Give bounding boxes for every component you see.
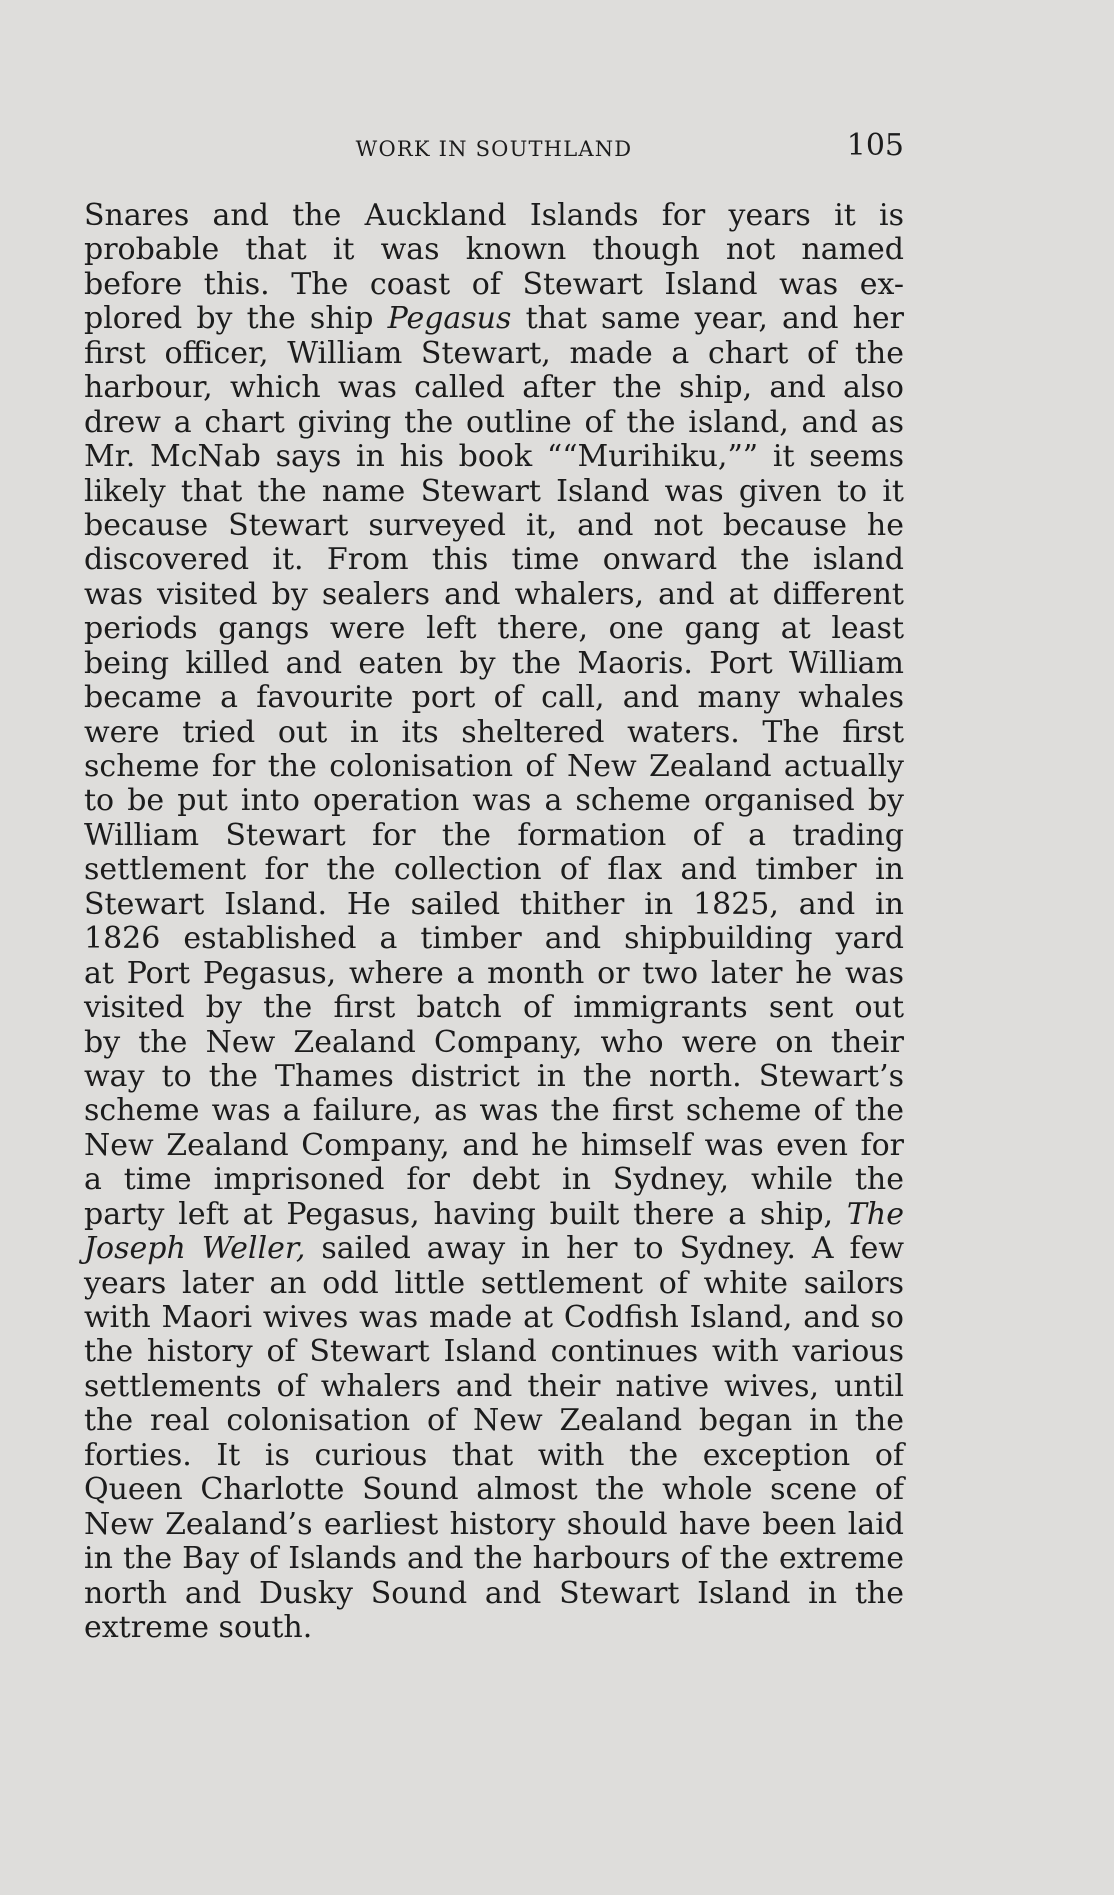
text-line	[84, 1198, 904, 1232]
italic-text: Pegasus	[387, 301, 512, 337]
text-segment: plored by the ship	[84, 301, 388, 337]
italic-text: The	[846, 1196, 904, 1232]
text-line	[84, 578, 904, 612]
text-segment: scheme was a failure, as was the first scheme of the	[84, 1093, 904, 1129]
text-segment: 1826 established a timber and shipbuilding yard	[84, 921, 904, 957]
text-line	[84, 853, 904, 887]
text-segment: visited by the first batch of immigrants sent out	[84, 990, 904, 1026]
text-line	[84, 406, 904, 440]
text-segment: Queen Charlotte Sound almost the whole scene of	[84, 1472, 904, 1508]
text-segment: because Stewart surveyed it, and not because he	[84, 507, 904, 543]
text-line	[84, 647, 904, 681]
text-line	[84, 716, 904, 750]
text-segment: a time imprisoned for debt in Sydney, while the	[84, 1162, 904, 1198]
text-segment: being killed and eaten by the Maoris. Port William	[84, 645, 904, 681]
running-head	[84, 129, 904, 169]
text-segment: likely that the name Stewart Island was given to it	[84, 473, 904, 509]
text-segment: sailed away in her to Sydney. A few	[305, 1231, 905, 1267]
text-segment: harbour, which was called after the ship, and also	[84, 370, 904, 406]
text-line	[84, 957, 904, 991]
text-line	[84, 268, 904, 302]
text-line	[84, 1163, 904, 1197]
text-segment: way to the Thames district in the north. Stewart’s	[84, 1058, 904, 1094]
text-line	[84, 1301, 904, 1335]
text-segment: periods gangs were left there, one gang at least	[84, 611, 904, 647]
text-segment: William Stewart for the formation of a trading	[84, 817, 904, 853]
text-segment: the history of Stewart Island continues with various	[84, 1334, 904, 1370]
text-segment: New Zealand Company, and he himself was even for	[84, 1127, 904, 1163]
text-line	[84, 1439, 904, 1473]
text-line	[84, 1060, 904, 1094]
text-segment: Mr. McNab says in his book ““Murihiku,”” it seems	[84, 439, 904, 475]
text-segment: Stewart Island. He sailed thither in 1825, and in	[84, 886, 904, 922]
text-line	[84, 475, 904, 509]
text-segment: New Zealand’s earliest history should have been laid	[84, 1506, 904, 1542]
text-line	[84, 1094, 904, 1128]
text-segment: were tried out in its sheltered waters. The first	[84, 714, 904, 750]
text-line	[84, 922, 904, 956]
text-line	[84, 1404, 904, 1438]
text-line	[84, 1577, 904, 1611]
text-line	[84, 1611, 904, 1645]
text-segment: drew a chart giving the outline of the island, and as	[84, 404, 904, 440]
text-segment: forties. It is curious that with the exception of	[84, 1437, 904, 1473]
text-segment: party left at Pegasus, having built there a ship,	[84, 1196, 847, 1232]
text-line	[84, 991, 904, 1025]
text-line	[84, 233, 904, 267]
text-line	[84, 612, 904, 646]
text-line	[84, 1370, 904, 1404]
text-line	[84, 1473, 904, 1507]
text-segment: was visited by sealers and whalers, and at different	[84, 576, 904, 612]
text-line	[84, 681, 904, 715]
text-line	[84, 199, 904, 233]
italic-text: Joseph Weller,	[84, 1231, 306, 1267]
text-line	[84, 302, 904, 336]
text-line	[84, 1508, 904, 1542]
text-segment: extreme south.	[84, 1609, 313, 1645]
text-line	[84, 784, 904, 818]
text-segment: first officer, William Stewart, made a chart of the	[84, 335, 904, 371]
text-line	[84, 888, 904, 922]
text-segment: at Port Pegasus, where a month or two later he was	[84, 955, 904, 991]
text-segment: settlements of whalers and their native wives, until	[84, 1368, 904, 1404]
text-segment: by the New Zealand Company, who were on their	[84, 1024, 904, 1060]
text-segment: became a favourite port of call, and many whales	[84, 680, 904, 716]
text-line	[84, 1267, 904, 1301]
page-number: 105	[846, 128, 904, 163]
text-segment: Snares and the Auckland Islands for years it is	[84, 198, 904, 233]
text-segment: with Maori wives was made at Codfish Island, and so	[84, 1300, 904, 1335]
text-line	[84, 819, 904, 853]
text-line	[84, 1335, 904, 1369]
text-line	[84, 337, 904, 371]
text-segment: scheme for the colonisation of New Zealand actually	[84, 749, 904, 784]
text-line	[84, 1542, 904, 1576]
text-segment: in the Bay of Islands and the harbours of the extreme	[84, 1541, 904, 1577]
text-line	[84, 750, 904, 784]
text-line	[84, 371, 904, 405]
body-paragraph	[84, 199, 904, 1645]
text-segment: discovered it. From this time onward the island	[84, 542, 904, 578]
text-line	[84, 509, 904, 543]
text-segment: probable that it was known though not named	[84, 232, 904, 268]
text-segment: years later an odd little settlement of white sailors	[84, 1265, 904, 1301]
text-line	[84, 1129, 904, 1163]
text-segment: north and Dusky Sound and Stewart Island in the	[84, 1575, 904, 1611]
text-line	[84, 1026, 904, 1060]
text-segment: that same year, and her	[511, 301, 905, 337]
running-title: WORK IN SOUTHLAND	[355, 137, 633, 161]
text-segment: before this. The coast of Stewart Island was ex-	[84, 266, 904, 302]
text-line	[84, 543, 904, 577]
text-line	[84, 1232, 904, 1266]
text-segment: the real colonisation of New Zealand began in the	[84, 1403, 904, 1439]
text-segment: settlement for the collection of flax and timber in	[84, 852, 904, 888]
text-line	[84, 440, 904, 474]
text-segment: to be put into operation was a scheme organised by	[84, 783, 904, 819]
